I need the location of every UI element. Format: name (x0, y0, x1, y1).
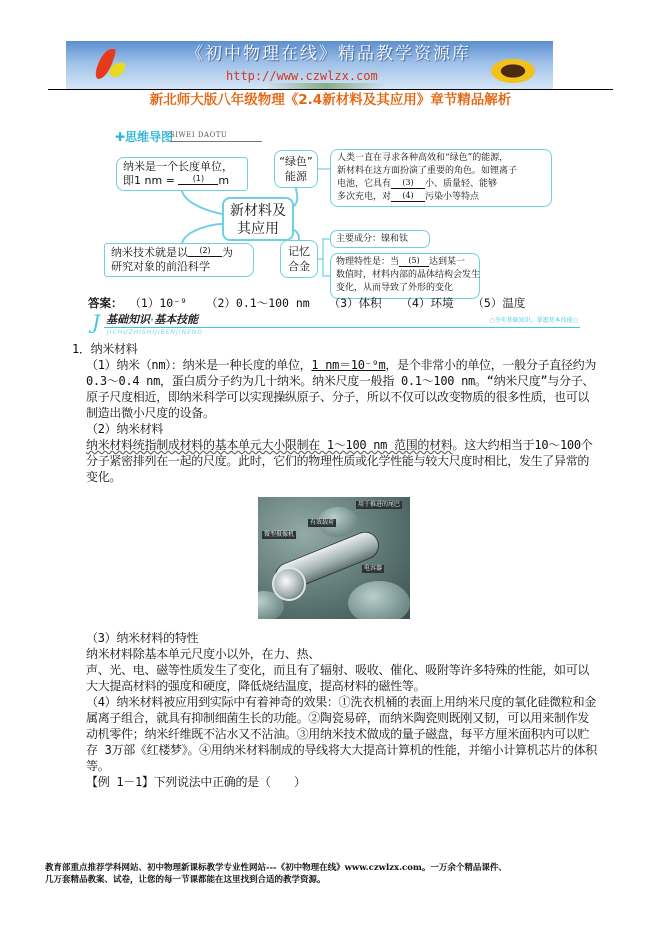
document-title: 新北师大版八年级物理《2.4新材料及其应用》章节精品解析 (149, 92, 512, 108)
figure-label: 用于推进的尾巴 (358, 501, 401, 508)
section-title (106, 313, 198, 326)
node-line: 数值时，材料内部的晶体结构会发生 (336, 270, 481, 280)
node-alloy-property (330, 253, 480, 299)
footer-line-1: 教育部重点推荐学科网站、初中物理新课标教学专业性网站---《初中物理在线》www.czwlzx.com。一万余个精品课件、 (45, 863, 507, 873)
answer-item: （5）温度 (472, 296, 526, 310)
text: （1）纳米（nm）：纳米是一种长度的单位， (86, 358, 312, 372)
blank-2: (2) (188, 246, 222, 257)
node-line-2: 合金 (288, 260, 310, 273)
page-footer (45, 862, 635, 886)
content-block-1 (62, 341, 598, 485)
answer-label: 答案： (88, 296, 123, 310)
heading-properties: （3）纳米材料的特性 (86, 631, 199, 645)
section-pinyin: JICHUZHISHIJIBENJINENG (107, 329, 204, 336)
node-green-energy (274, 150, 318, 188)
banner-url[interactable]: http://www.czwlzx.com (226, 69, 378, 83)
center-line-2: 其应用 (237, 221, 279, 237)
paragraph-properties-2: 声、光、电、磁等性质发生了变化，而且有了辐射、吸收、催化、吸附等许多特殊的性能，如可以大大提高材料的强度和硬度，降低烧结温度，提高材料的磁性等。 (86, 663, 590, 693)
node-line: 变化，从而导致了外形的变化 (336, 283, 454, 293)
content-block-2 (62, 630, 598, 790)
answer-item: （3）体积 (328, 296, 382, 310)
node-line (336, 256, 474, 269)
center-line-1: 新材料及 (230, 203, 286, 219)
node-line-1: “绿色” (279, 155, 313, 168)
connector-alloy (294, 230, 299, 240)
node-line-2: 能源 (285, 170, 307, 183)
answer-item: （2）0.1～100 nm (206, 296, 310, 310)
paragraph-nanometer (62, 357, 598, 421)
node-line: 人类一直在寻求各种高效和“绿色”的能源， (337, 153, 509, 163)
node-nanotech (104, 243, 254, 277)
wavy-underlined-text: 纳米材料统指制成材料的基本单元大小限制在 1～100 nm 范围的材料 (86, 438, 453, 452)
node-line-1: 记忆 (288, 245, 310, 258)
section-header (92, 310, 580, 337)
section-slogan: ○夯实基础知识，掌握基本技能○ (489, 317, 578, 324)
section-title-a: 基础知识 (106, 313, 150, 326)
text: 。这大约相当于10～100个分子紧密排列在一起的尺度。此时，它们的物理性质或化学性能与较大尺度时相比，发生了异常的变化。 (86, 438, 593, 484)
node-text-b: 小、质量轻、能够 (425, 179, 498, 189)
section-underline (104, 327, 580, 328)
figure-label: 电容器 (364, 565, 383, 572)
node-text (111, 246, 247, 260)
node-text: 纳米是一个长度单位， (123, 160, 233, 173)
blood-cell-shape (348, 581, 410, 619)
node-text: 研究对象的前沿科学 (111, 260, 210, 273)
node-line (337, 178, 545, 191)
node-text-b: m (218, 174, 230, 187)
node-center-topic (222, 197, 294, 241)
mindmap-heading-sub: SIWEI DAOTU (170, 131, 262, 142)
connector-alloy-prop (323, 259, 330, 276)
paragraph-properties-1: 纳米材料除基本单元尺度小以外，在力、热、 (86, 647, 321, 661)
node-line: 新材料在这方面扮演了重要的角色。如锂离子 (337, 166, 518, 176)
node-text (123, 174, 241, 188)
node-text-a: 电池，它具有 (337, 179, 392, 189)
heading-nano-materials: 1．纳米材料 (72, 342, 138, 356)
connector-energy (294, 188, 297, 206)
underlined-text: 1 nm＝10⁻⁹m (311, 358, 386, 372)
connector-alloy-comp (318, 239, 330, 259)
blank-1: (1) (178, 174, 218, 185)
example-question[interactable]: 【例 1－1】下列说法中正确的是（ ） (86, 775, 306, 789)
node-alloy-composition: 主要成分：镍和钛 (330, 230, 430, 248)
nanorobot-camera (272, 567, 306, 601)
node-text-a: 纳米技术就是以 (111, 246, 188, 259)
answer-item: （4）环境 (400, 296, 454, 310)
node-line (337, 191, 545, 204)
paragraph-definition (62, 437, 598, 485)
plus-icon: ✚ (115, 130, 126, 144)
node-text-a: 多次充电，对 (337, 192, 392, 202)
section-title-b: 基本技能 (154, 313, 199, 326)
node-nanometer-unit (116, 157, 248, 191)
mindmap-heading-text: 思维导图 (125, 130, 174, 144)
node-text-b: 污染小等特点 (425, 192, 480, 202)
banner-title: 《初中物理在线》精品教学资源库 (186, 44, 471, 64)
node-text-a: 物理特性是：当 (336, 257, 400, 267)
section-letter-icon: J (92, 310, 101, 334)
section-dot: · (150, 313, 155, 326)
connector-tech (182, 224, 222, 243)
node-memory-alloy (280, 240, 318, 278)
footer-line-2: 几万套精品教案、试卷，让您的每一节课都能在这里找到合适的教学资源。 (45, 875, 326, 885)
node-text-b: 达到某一 (429, 257, 466, 267)
node-text-a: 即1 nm = (123, 174, 175, 187)
node-text-b: 为 (222, 246, 233, 259)
answer-item: （1）10⁻⁹ (129, 296, 188, 310)
heading-nano-material-def: （2）纳米材料 (86, 422, 164, 436)
connector-nm (182, 191, 222, 214)
text: ，是个非常小的单位，一般分子直径约为 0.3～0.4 nm，蛋白质分子约为几十纳米。纳米尺度一般指 0.1～100 nm。“纳米尺度”与分子、原子尺度相近，即纳米科学可以实现操纵原子、分子，所以不仅可以改变物质的很多性质，也可以制造出微小尺度的设备。 (86, 358, 597, 420)
blank-5: (5) (399, 256, 429, 267)
figure-label: 微型摄像机 (264, 531, 295, 538)
figure-label: 有效载荷 (310, 519, 335, 526)
answer-line (88, 296, 537, 310)
node-energy-detail (330, 149, 552, 207)
paragraph-applications: （4）纳米材料被应用到实际中有着神奇的效果：①洗衣机桶的表面上用纳米尺度的氧化硅微粒和金属离子组合，就具有抑制细菌生长的功能。②陶瓷易碎，而纳米陶瓷则既刚又韧，可以用来制作发动机零件；纳米纤维既不沾水又不沾油。③用纳米技术做成的量子磁盘，每平方厘米面积内可以贮存 3万部《红楼梦》。④用纳米材料制成的导线将大大提高计算机的性能，并缩小计算机芯片的体积等。 (86, 695, 597, 773)
blank-3: (3) (391, 178, 425, 189)
blank-4: (4) (391, 191, 425, 202)
nanorobot-illustration (258, 497, 410, 619)
